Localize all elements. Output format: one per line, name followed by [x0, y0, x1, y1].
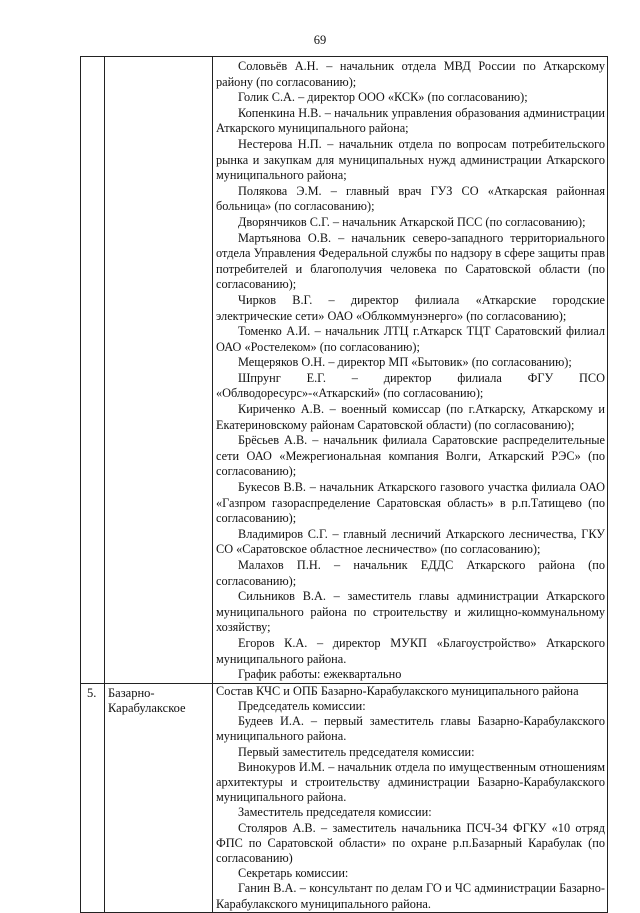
table-row: [81, 57, 608, 684]
member-line: Нестерова Н.П. – начальник отдела по вопросам потребительского рынка и закупкам для муниципальных нужд администрации Аткарского муниципального района;: [216, 136, 605, 183]
member-line: Мартьянова О.В. – начальник северо-западного территориального отдела Управления Федеральной службы по надзору в сфере защиты прав потребителей и благополучия человека по Саратовской области (по согласованию);: [216, 230, 605, 292]
member-line: Брёсьев А.В. – начальник филиала Саратовские распределительные сети ОАО «Межрегиональная компания Волги, Аткарский РЭС» (по согласованию);: [216, 433, 605, 479]
table-row: [81, 683, 608, 912]
district-name-cell: [105, 57, 213, 684]
commission-members-cell: [213, 683, 608, 912]
member-line: Полякова Э.М. – главный врач ГУЗ СО «Аткарская районная больница» (по согласованию);: [216, 183, 605, 214]
commission-table: [80, 56, 608, 913]
member-line: Кириченко А.В. – военный комиссар (по г.Аткарску, Аткарскому и Екатериновскому районам Саратовской области) (по согласованию);: [216, 402, 605, 432]
member-line: Малахов П.Н. – начальник ЕДДС Аткарского района (по согласованию);: [216, 558, 605, 588]
member-line: Егоров К.А. – директор МУКП «Благоустройство» Аткарского муниципального района.: [216, 635, 605, 666]
member-line: Ганин В.А. – консультант по делам ГО и ЧС администрации Базарно-Карабулакского муниципального района.: [216, 881, 605, 911]
role-heading: Заместитель председателя комиссии:: [238, 805, 432, 820]
member-line: Владимиров С.Г. – главный лесничий Аткарского лесничества, ГКУ СО «Саратовское областное лесничество» (по согласованию);: [216, 526, 605, 557]
schedule-line: График работы: ежеквартально: [238, 667, 402, 682]
row-number-cell: [81, 57, 105, 684]
member-line: Копенкина Н.В. – начальник управления образования администрации Аткарского муниципального района;: [216, 105, 605, 136]
member-line: Будеев И.А. – первый заместитель главы Базарно-Карабулакского муниципального района.: [216, 714, 605, 744]
role-heading: Первый заместитель председателя комиссии:: [238, 744, 475, 759]
member-line: Соловьёв А.Н. – начальник отдела МВД России по Аткарскому району (по согласованию);: [216, 59, 605, 89]
commission-members-cell: [213, 57, 608, 684]
district-name-cell: Базарно-Карабулакское: [105, 683, 213, 912]
member-line: Томенко А.И. – начальник ЛТЦ г.Аткарск ТЦТ Саратовский филиал ОАО «Ростелеком» (по согласованию);: [216, 324, 605, 354]
role-heading: Секретарь комиссии:: [238, 866, 349, 881]
member-line: Чирков В.Г. – директор филиала «Аткарские городские электрические сети» ОАО «Облкоммунэнерго» (по согласованию);: [216, 292, 605, 323]
member-line: Столяров А.В. – заместитель начальника ПСЧ-34 ФГКУ «10 отряд ФПС по Саратовской области» по охране р.п.Базарный Карабулак (по согласованию): [216, 820, 605, 865]
page-number: 69: [313, 33, 327, 47]
member-line: Дворянчиков С.Г. – начальник Аткарской ПСС (по согласованию);: [238, 214, 586, 229]
commission-heading: Состав КЧС и ОПБ Базарно-Карабулакского муниципального района: [216, 683, 579, 698]
member-line: Мещеряков О.Н. – директор МП «Бытовик» (по согласованию);: [238, 355, 572, 370]
role-heading: Председатель комиссии:: [238, 698, 366, 713]
member-line: Букесов В.В. – начальник Аткарского газового участка филиала ОАО «Газпром газораспределение Саратовская область» в р.п.Татищево (по согласованию);: [216, 480, 605, 526]
row-number-cell: 5.: [81, 683, 105, 912]
member-line: Винокуров И.М. – начальник отдела по имущественным отношениям архитектуры и строительству администрации Базарно-Карабулакского муниципального района.: [216, 759, 605, 805]
member-line: Шпрунг Е.Г. – директор филиала ФГУ ПСО «Облводоресурс»-«Аткарский» (по согласованию);: [216, 370, 605, 401]
member-line: Сильников В.А. – заместитель главы администрации Аткарского муниципального района по строительству и жилищно-коммунальному хозяйству;: [216, 589, 605, 635]
member-line: Голик С.А. – директор ООО «КСК» (по согласованию);: [238, 90, 528, 105]
